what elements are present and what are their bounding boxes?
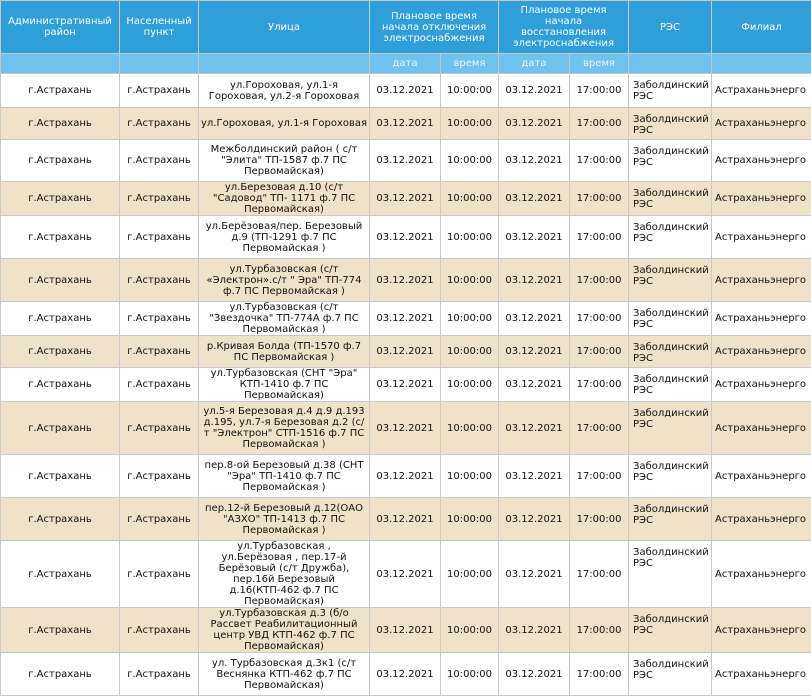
off-date-cell: 03.12.2021 [370,140,441,182]
branch-cell: Астраханьэнерго [712,140,811,182]
on-date-cell: 03.12.2021 [499,541,570,608]
off-time-cell: 10:00:00 [441,498,499,541]
locality-cell: г.Астрахань [120,108,199,140]
street-cell: р.Кривая Болда (ТП-1570 ф.7 ПС Первомайская ) [199,336,370,368]
district-cell: г.Астрахань [1,336,120,368]
table-row [1,498,811,541]
off-date-cell: 03.12.2021 [370,336,441,368]
header-res: РЭС [629,1,712,54]
table-row [1,74,811,108]
locality-cell: г.Астрахань [120,541,199,608]
on-date-cell: 03.12.2021 [499,302,570,336]
subheader-blank [629,54,712,74]
on-time-cell: 17:00:00 [570,541,629,608]
on-time-cell: 17:00:00 [570,336,629,368]
table-row [1,140,811,182]
subheader-blank [712,54,811,74]
on-time-cell: 17:00:00 [570,302,629,336]
street-cell: ул.Турбазовская д.3 (б/о Рассвет Реабилитационный центр УВД КТП-462 ф.7 ПС Первомайская) [199,608,370,653]
off-date-cell: 03.12.2021 [370,108,441,140]
locality-cell: г.Астрахань [120,368,199,402]
res-cell: Заболдинский РЭС [629,336,712,368]
off-time-cell: 10:00:00 [441,541,499,608]
off-date-cell: 03.12.2021 [370,259,441,302]
subheader-blank [199,54,370,74]
branch-cell: Астраханьэнерго [712,368,811,402]
locality-cell: г.Астрахань [120,140,199,182]
on-date-cell: 03.12.2021 [499,108,570,140]
subheader-row [1,54,811,74]
header-street: Улица [199,1,370,54]
on-date-cell: 03.12.2021 [499,259,570,302]
street-cell: ул.Березовая д.10 (с/т "Садовод" ТП- 1171 ф.7 ПС Первомайская) [199,182,370,216]
street-cell: Межболдинский район ( с/т "Элита" ТП-1587 ф.7 ПС Первомайская) [199,140,370,182]
locality-cell: г.Астрахань [120,608,199,653]
off-date-cell: 03.12.2021 [370,182,441,216]
locality-cell: г.Астрахань [120,216,199,259]
res-cell: Заболдинский РЭС [629,74,712,108]
on-date-cell: 03.12.2021 [499,608,570,653]
off-time-cell: 10:00:00 [441,368,499,402]
on-date-cell: 03.12.2021 [499,498,570,541]
off-time-cell: 10:00:00 [441,74,499,108]
off-date-cell: 03.12.2021 [370,302,441,336]
locality-cell: г.Астрахань [120,498,199,541]
res-cell: Заболдинский РЭС [629,302,712,336]
subheader-off-time: время [441,54,499,74]
street-cell: ул.Турбазовская (с/т «Электрон».с/т " Эра" ТП-774 ф.7 ПС Первомайская ) [199,259,370,302]
subheader-off-date: дата [370,54,441,74]
off-time-cell: 10:00:00 [441,140,499,182]
header-row [1,1,811,54]
table-row [1,541,811,608]
on-date-cell: 03.12.2021 [499,74,570,108]
on-time-cell: 17:00:00 [570,74,629,108]
on-time-cell: 17:00:00 [570,182,629,216]
district-cell: г.Астрахань [1,455,120,498]
off-date-cell: 03.12.2021 [370,498,441,541]
district-cell: г.Астрахань [1,402,120,455]
off-date-cell: 03.12.2021 [370,368,441,402]
off-date-cell: 03.12.2021 [370,608,441,653]
header-branch: Филиал [712,1,811,54]
district-cell: г.Астрахань [1,108,120,140]
table-row [1,108,811,140]
on-date-cell: 03.12.2021 [499,653,570,696]
off-time-cell: 10:00:00 [441,608,499,653]
street-cell: ул.Берёзовая/пер. Березовый д.9 (ТП-1291 ф.7 ПС Первомайская ) [199,216,370,259]
branch-cell: Астраханьэнерго [712,653,811,696]
off-date-cell: 03.12.2021 [370,541,441,608]
table-row [1,368,811,402]
off-time-cell: 10:00:00 [441,336,499,368]
locality-cell: г.Астрахань [120,455,199,498]
off-time-cell: 10:00:00 [441,259,499,302]
table-row [1,216,811,259]
branch-cell: Астраханьэнерго [712,541,811,608]
res-cell: Заболдинский РЭС [629,368,712,402]
branch-cell: Астраханьэнерго [712,336,811,368]
branch-cell: Астраханьэнерго [712,182,811,216]
res-cell: Заболдинский РЭС [629,140,712,182]
off-date-cell: 03.12.2021 [370,653,441,696]
header-on-time: Плановое время начала восстановления электроснабжения [499,1,629,54]
street-cell: ул.Турбазовская , ул.Берёзовая , пер.17-й Берёзовый (с/т Дружба), пер.16й Березовый д.16(КТП-462 ф.7 ПС Первомайская) [199,541,370,608]
table-row [1,259,811,302]
street-cell: ул.5-я Березовая д.4 д.9 д.193 д.195, ул.7-я Березовая д.2 (с/т "Электрон" СТП-1516 ф.7 ПС Первомайская ) [199,402,370,455]
locality-cell: г.Астрахань [120,402,199,455]
off-date-cell: 03.12.2021 [370,74,441,108]
on-time-cell: 17:00:00 [570,498,629,541]
on-time-cell: 17:00:00 [570,653,629,696]
header-off-time: Плановое время начала отключения электроснабжения [370,1,499,54]
subheader-blank [1,54,120,74]
off-time-cell: 10:00:00 [441,402,499,455]
table-row [1,302,811,336]
on-date-cell: 03.12.2021 [499,455,570,498]
branch-cell: Астраханьэнерго [712,608,811,653]
off-time-cell: 10:00:00 [441,108,499,140]
header-locality: Населенный пункт [120,1,199,54]
district-cell: г.Астрахань [1,216,120,259]
locality-cell: г.Астрахань [120,336,199,368]
res-cell: Заболдинский РЭС [629,182,712,216]
branch-cell: Астраханьэнерго [712,216,811,259]
off-date-cell: 03.12.2021 [370,455,441,498]
district-cell: г.Астрахань [1,608,120,653]
street-cell: ул.Турбазовская (с/т "Звездочка" ТП-774А ф.7 ПС Первомайская ) [199,302,370,336]
subheader-blank [120,54,199,74]
table-body [1,74,811,696]
on-time-cell: 17:00:00 [570,368,629,402]
district-cell: г.Астрахань [1,302,120,336]
header-district: Административный район [1,1,120,54]
res-cell: Заболдинский РЭС [629,455,712,498]
locality-cell: г.Астрахань [120,182,199,216]
on-date-cell: 03.12.2021 [499,140,570,182]
branch-cell: Астраханьэнерго [712,455,811,498]
district-cell: г.Астрахань [1,541,120,608]
table-row [1,336,811,368]
on-date-cell: 03.12.2021 [499,368,570,402]
off-time-cell: 10:00:00 [441,653,499,696]
street-cell: ул.Турбазовская (СНТ "Эра" КТП-1410 ф.7 ПС Первомайская) [199,368,370,402]
on-time-cell: 17:00:00 [570,259,629,302]
subheader-on-time: время [570,54,629,74]
res-cell: Заболдинский РЭС [629,216,712,259]
on-time-cell: 17:00:00 [570,140,629,182]
district-cell: г.Астрахань [1,653,120,696]
off-time-cell: 10:00:00 [441,182,499,216]
branch-cell: Астраханьэнерго [712,259,811,302]
street-cell: пер.8-ой Березовый д.38 (СНТ "Эра" ТП-1410 ф.7 ПС Первомайская ) [199,455,370,498]
table-row [1,608,811,653]
table-row [1,402,811,455]
branch-cell: Астраханьэнерго [712,498,811,541]
locality-cell: г.Астрахань [120,653,199,696]
street-cell: ул.Гороховая, ул.1-я Гороховая, ул.2-я Гороховая [199,74,370,108]
res-cell: Заболдинский РЭС [629,608,712,653]
district-cell: г.Астрахань [1,74,120,108]
subheader-on-date: дата [499,54,570,74]
district-cell: г.Астрахань [1,498,120,541]
table-row [1,182,811,216]
street-cell: ул. Турбазовская д.3к1 (с/т Веснянка КТП-462 ф.7 ПС Первомайская) [199,653,370,696]
on-time-cell: 17:00:00 [570,402,629,455]
on-time-cell: 17:00:00 [570,108,629,140]
res-cell: Заболдинский РЭС [629,498,712,541]
branch-cell: Астраханьэнерго [712,108,811,140]
branch-cell: Астраханьэнерго [712,302,811,336]
off-time-cell: 10:00:00 [441,302,499,336]
district-cell: г.Астрахань [1,140,120,182]
on-time-cell: 17:00:00 [570,608,629,653]
on-date-cell: 03.12.2021 [499,182,570,216]
on-time-cell: 17:00:00 [570,455,629,498]
branch-cell: Астраханьэнерго [712,74,811,108]
on-date-cell: 03.12.2021 [499,402,570,455]
res-cell: Заболдинский РЭС [629,541,712,608]
res-cell: Заболдинский РЭС [629,653,712,696]
on-time-cell: 17:00:00 [570,216,629,259]
locality-cell: г.Астрахань [120,302,199,336]
res-cell: Заболдинский РЭС [629,259,712,302]
on-date-cell: 03.12.2021 [499,336,570,368]
street-cell: ул.Гороховая, ул.1-я Гороховая [199,108,370,140]
off-time-cell: 10:00:00 [441,216,499,259]
street-cell: пер.12-й Березовый д.12(ОАО "АЗХО" ТП-1413 ф.7 ПС Первомайская ) [199,498,370,541]
off-date-cell: 03.12.2021 [370,216,441,259]
table-row [1,653,811,696]
off-date-cell: 03.12.2021 [370,402,441,455]
locality-cell: г.Астрахань [120,259,199,302]
res-cell: Заболдинский РЭС [629,108,712,140]
res-cell: Заболдинский РЭС [629,402,712,455]
on-date-cell: 03.12.2021 [499,216,570,259]
table-row [1,455,811,498]
off-time-cell: 10:00:00 [441,455,499,498]
locality-cell: г.Астрахань [120,74,199,108]
district-cell: г.Астрахань [1,259,120,302]
district-cell: г.Астрахань [1,182,120,216]
district-cell: г.Астрахань [1,368,120,402]
branch-cell: Астраханьэнерго [712,402,811,455]
